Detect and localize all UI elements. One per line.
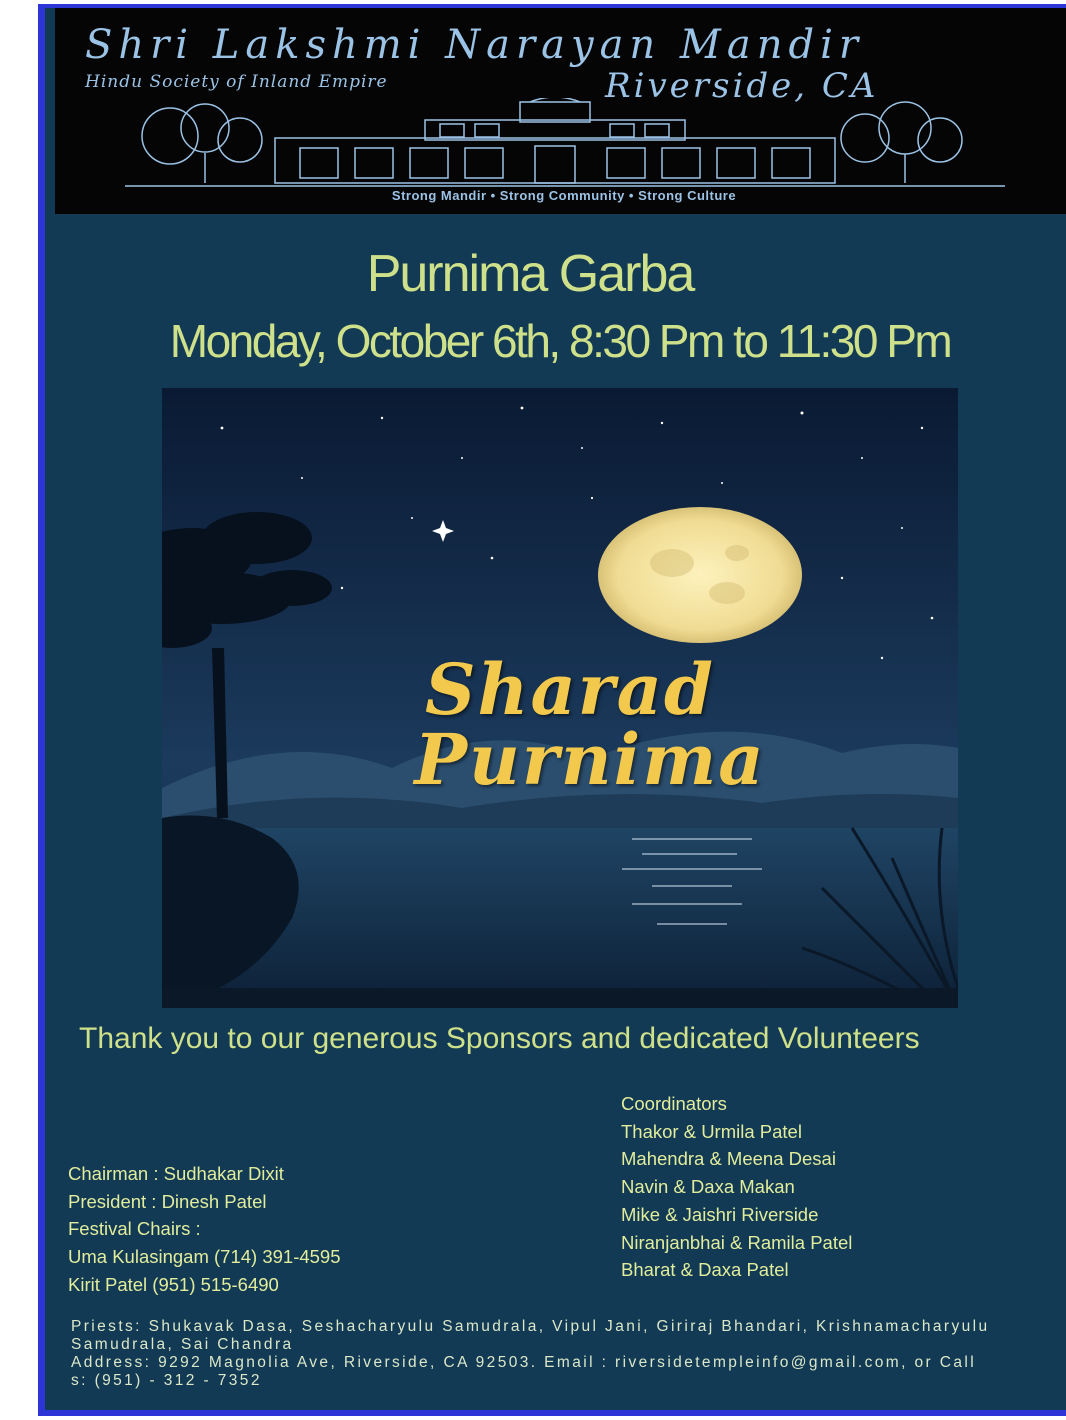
festival-chair-contact: Kirit Patel (951) 515-6490 <box>68 1273 279 1295</box>
coordinators-heading: Coordinators <box>621 1093 727 1114</box>
coordinator-name: Mahendra & Meena Desai <box>621 1148 836 1170</box>
temple-header <box>55 8 1066 214</box>
coordinator-name: Niranjanbhai & Ramila Patel <box>621 1231 853 1253</box>
thanks-message: Thank you to our generous Sponsors and dedicated Volunteers <box>79 1022 920 1055</box>
event-title: Purnima Garba <box>366 245 694 303</box>
event-date-time: Monday, October 6th, 8:30 Pm to 11:30 Pm <box>169 315 951 367</box>
moonlit-lake-image <box>162 388 958 1008</box>
address-line-2: s: (951) - 312 - 7352 <box>71 1372 262 1389</box>
festival-chairs-heading: Festival Chairs : <box>68 1218 201 1240</box>
full-moon <box>598 507 802 643</box>
poster <box>38 4 1066 1416</box>
hero-title-line2: Purnima <box>414 718 766 801</box>
society-name: Hindu Society of Inland Empire <box>85 72 388 92</box>
temple-name: Shri Lakshmi Narayan Mandir <box>85 22 864 68</box>
coordinator-name: Mike & Jaishri Riverside <box>621 1203 819 1225</box>
chairman: Chairman : Sudhakar Dixit <box>68 1163 284 1184</box>
coordinators-list <box>621 1090 852 1284</box>
coordinator-name: Navin & Daxa Makan <box>621 1176 795 1198</box>
festival-chair-contact: Uma Kulasingam (714) 391-4595 <box>68 1246 341 1268</box>
temple-tagline: Strong Mandir • Strong Community • Strong Culture <box>391 188 737 203</box>
hero-title-line1: Sharad <box>425 648 715 731</box>
priests-line-2: Samudrala, Sai Chandra <box>71 1336 294 1353</box>
priests-line-1: Priests: Shukavak Dasa, Seshacharyulu Samudrala, Vipul Jani, Giriraj Bhandari, Krishnamacharyulu <box>71 1318 990 1335</box>
president: President : Dinesh Patel <box>68 1190 267 1212</box>
address-line-1: Address: 9292 Magnolia Ave, Riverside, CA 92503. Email : riversidetempleinfo@gmail.com, or Call <box>71 1354 977 1371</box>
temple-illustration <box>125 98 1005 188</box>
footer-info <box>71 1318 1066 1390</box>
temple-city: Riverside, CA <box>605 66 879 106</box>
coordinator-name: Bharat & Daxa Patel <box>621 1259 789 1281</box>
coordinator-name: Thakor & Urmila Patel <box>621 1120 802 1142</box>
officers-list <box>68 1160 341 1299</box>
